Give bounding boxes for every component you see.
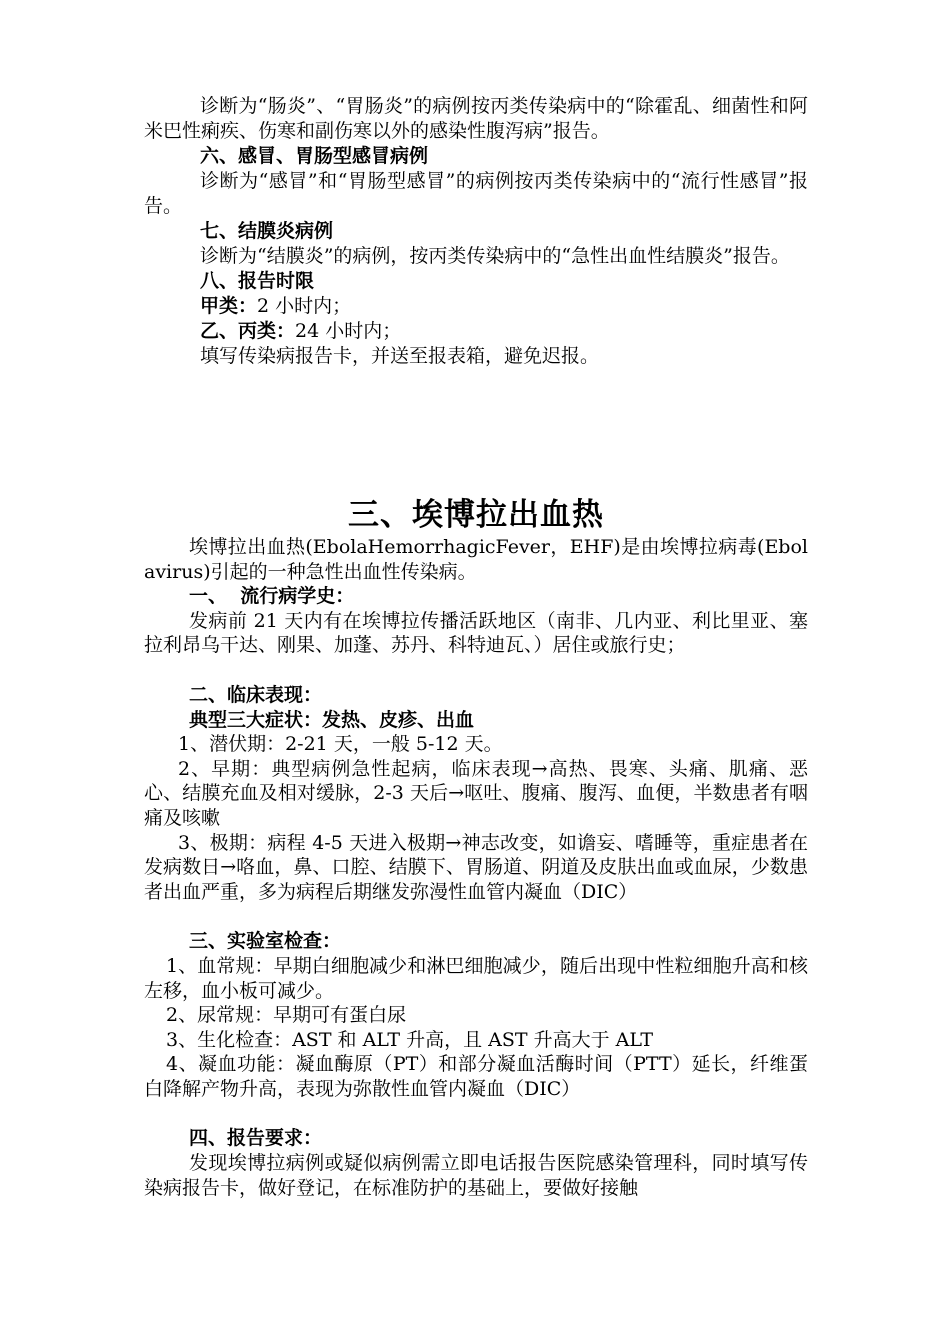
heading-report-requirements: 四、报告要求： [189,1127,323,1150]
class-a-label: 甲类： [200,295,258,317]
paragraph-flu: 诊断为“感冒”和“胃肠型感冒”的病例按丙类传染病中的“流行性感冒”报告。 [144,170,808,217]
class-b-c-label: 乙、丙类： [200,320,296,342]
paragraph-epidemiology: 发病前 21 天内有在埃博拉传播活跃地区（南非、几内亚、利比里亚、塞拉利昂乌干达、刚果、加蓬、苏丹、科特迪瓦、）居住或旅行史； [144,609,808,657]
clinical-item-3: 3、极期：病程 4-5 天进入极期→神志改变，如谵妄、嗜睡等，重症患者在发病数日→咯血，鼻、口腔、结膜下、胃肠道、阴道及皮肤出血或血尿，少数患者出血严重，多为病程后期继发弥漫性血管内凝血（DIC） [144,831,808,903]
paragraph-fill-card: 填写传染病报告卡，并送至报表箱，避免迟报。 [200,345,600,367]
document-page [144,94,808,1200]
heading-lab-tests: 三、实验室检查： [189,930,342,953]
clinical-item-2: 2、早期：典型病例急性起病，临床表现→高热、畏寒、头痛、肌痛、恶心、结膜充血及相对缓脉，2-3 天后→呕吐、腹痛、腹泻、血便，半数患者有咽痛及咳嗽 [144,757,808,829]
class-b-c-value: 24 小时内； [295,320,402,342]
heading-triad: 典型三大症状：发热、皮疹、出血 [189,708,475,731]
deadline-class-b-c [144,319,808,344]
spacer [144,369,808,495]
heading-conjunctivitis-cases: 七、结膜炎病例 [200,220,334,242]
deadline-class-a [144,294,808,319]
paragraph-report-requirements: 发现埃博拉病例或疑似病例需立即电话报告医院感染管理科，同时填写传染病报告卡，做好登记，在标准防护的基础上，要做好接触 [144,1152,808,1199]
paragraph-enteritis: 诊断为“肠炎”、“胃肠炎”的病例按丙类传染病中的“除霍乱、细菌性和阿米巴性痢疾、伤寒和副伤寒以外的感染性腹泻病”报告。 [144,95,808,142]
section-title: 三、埃博拉出血热 [348,497,604,533]
blank-line [144,904,808,929]
lab-item-1: 1、血常规：早期白细胞减少和淋巴细胞减少，随后出现中性粒细胞升高和核左移，血小板可减少。 [144,954,808,1002]
lab-item-4: 4、凝血功能：凝血酶原（PT）和部分凝血活酶时间（PTT）延长，纤维蛋白降解产物升高，表现为弥散性血管内凝血（DIC） [144,1053,808,1100]
blank-line [144,1101,808,1126]
paragraph-intro: 埃博拉出血热(EbolaHemorrhagicFever，EHF)是由埃博拉病毒(Ebolavirus)引起的一种急性出血性传染病。 [144,536,808,583]
heading-epidemiology: 一、 流行病学史： [189,585,355,608]
heading-report-deadline: 八、报告时限 [200,270,315,292]
heading-flu-cases: 六、感冒、胃肠型感冒病例 [200,145,429,167]
paragraph-conjunctivitis: 诊断为“结膜炎”的病例，按丙类传染病中的“急性出血性结膜炎”报告。 [200,245,790,267]
lab-item-3: 3、生化检查：AST 和 ALT 升高，且 AST 升高大于 ALT [166,1028,654,1051]
class-a-value: 2 小时内； [257,295,352,317]
blank-line [144,658,808,683]
heading-clinical: 二、临床表现： [189,683,323,706]
clinical-item-1: 1、潜伏期：2-21 天，一般 5-12 天。 [178,733,503,756]
lab-item-2: 2、尿常规：早期可有蛋白尿 [166,1004,407,1027]
ebola-section-body [144,535,808,1200]
